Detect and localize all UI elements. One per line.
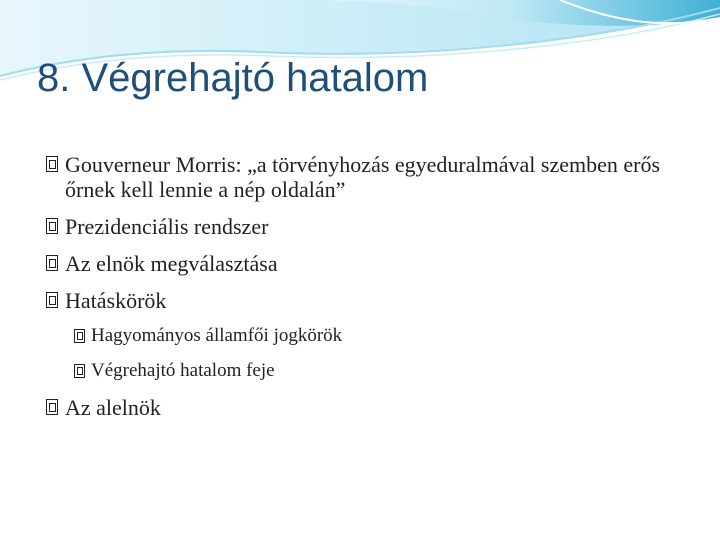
bullet-item — [46, 288, 696, 313]
sub-bullet-item — [74, 360, 696, 382]
bullet-text: Hagyományos államfői jogkörök — [91, 325, 343, 346]
square-bullet-icon — [74, 329, 85, 343]
bullet-text: Hatáskörök — [65, 288, 167, 313]
square-bullet-icon — [46, 399, 58, 415]
square-bullet-icon — [74, 364, 85, 378]
slide-title: 8. Végrehajtó hatalom — [37, 56, 429, 100]
square-bullet-icon — [46, 292, 58, 308]
bullet-list — [46, 152, 696, 432]
bullet-text: Az alelnök — [65, 395, 161, 420]
bullet-item — [46, 251, 696, 276]
square-bullet-icon — [46, 218, 58, 234]
bullet-text: Az elnök megválasztása — [65, 251, 278, 276]
bullet-item — [46, 395, 696, 420]
sub-bullet-item — [74, 325, 696, 347]
square-bullet-icon — [46, 255, 58, 271]
bullet-text: Végrehajtó hatalom feje — [91, 360, 275, 381]
bullet-text: Prezidenciális rendszer — [65, 214, 269, 239]
bullet-item — [46, 152, 696, 202]
square-bullet-icon — [46, 156, 58, 172]
bullet-text: Gouverneur Morris: „a törvényhozás egyeduralmával szemben erős őrnek kell lennie a nép oldalán” — [65, 152, 660, 202]
bullet-item — [46, 214, 696, 239]
